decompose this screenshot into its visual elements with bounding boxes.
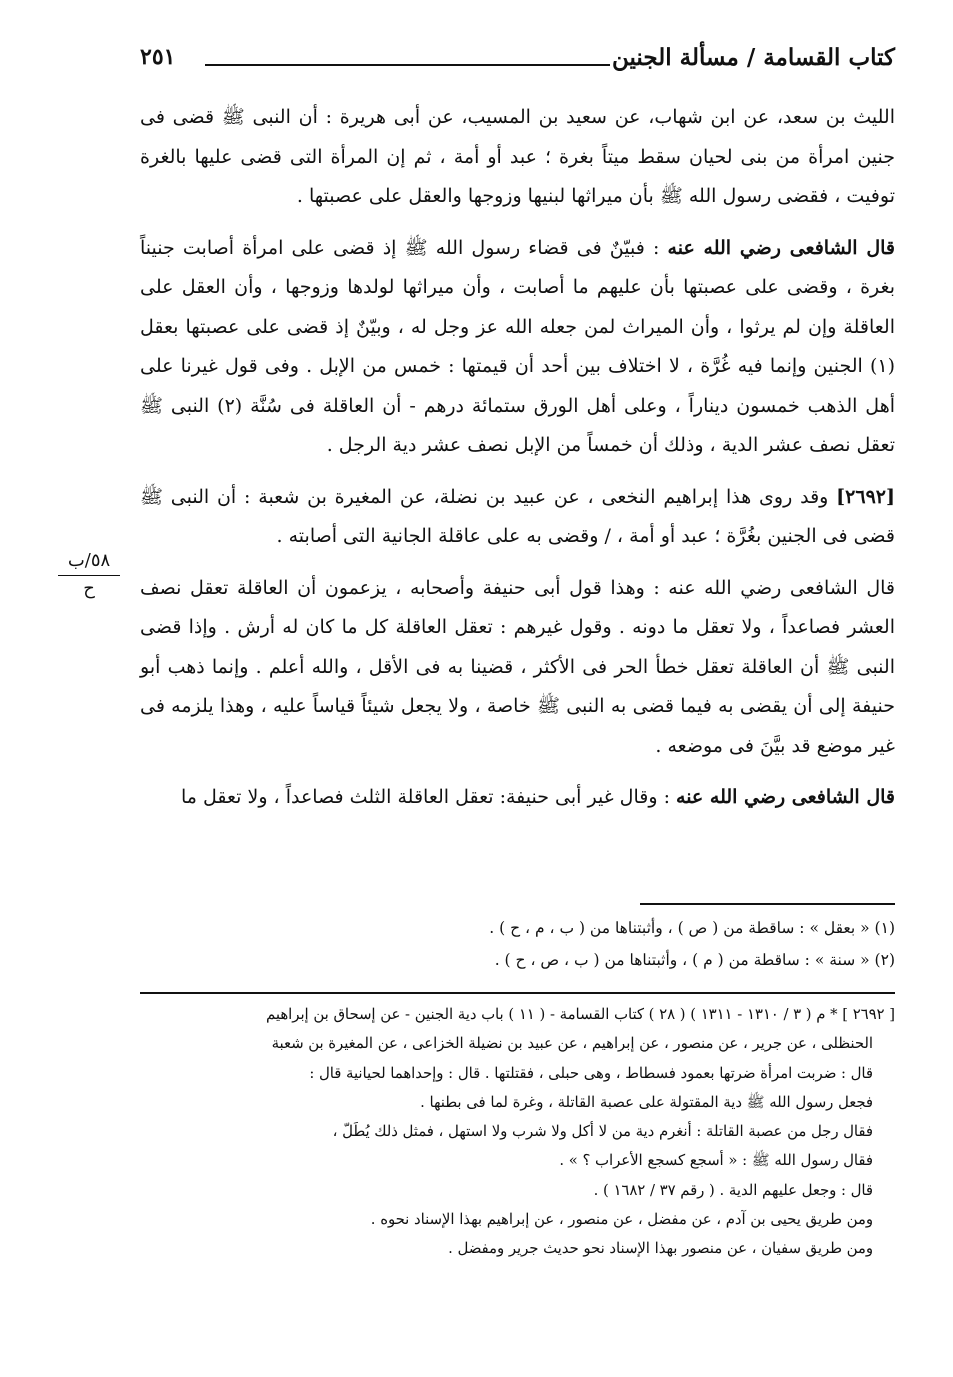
paragraph (140, 478, 895, 557)
takhrij-line: قال : وجعل عليهم الدية . ( رقم ٣٧ / ١٦٨٢ ) . (593, 1181, 873, 1199)
takhrij-line: الحنظلى ، عن جرير ، عن منصور ، عن إبراهيم ، عن عبيد بن نضيلة الخزاعى ، عن المغيرة بن شعبة (271, 1035, 873, 1053)
paragraph (140, 778, 895, 818)
takhrij-line: [ ٢٦٩٢ ] * م ( ٣ / ١٣١٠ - ١٣١١ ) ( ٢٨ ) كتاب القسامة - ( ١١ ) باب دية الجنين - عن إسحاق بن إبراهيم (266, 1006, 895, 1023)
main-text (140, 98, 895, 830)
paragraph-lead: قال الشافعى رضي الله عنه (676, 786, 895, 808)
manuscript-margin-note (58, 548, 120, 602)
hadith-number: [٢٦٩٢] (836, 485, 895, 508)
paragraph-text: وقد روى هذا إبراهيم النخعى ، عن عبيد بن نضلة، عن المغيرة بن شعبة : أن النبى ﷺ قضى فى الجنين بغُرَّة ؛ عبد أو أمة ، / وقضى به على عاقلة الجانية التى أصابته . (140, 485, 895, 547)
running-title: كتاب القسامة / مسألة الجنين (611, 44, 895, 71)
header-rule (205, 64, 610, 66)
paragraph (140, 98, 895, 217)
takhrij-line: ومن طريق يحيى بن آدم ، عن مفضل ، عن منصور ، عن إبراهيم بهذا الإسناد نحوه . (370, 1211, 873, 1229)
takhrij-section (140, 1000, 895, 1264)
paragraph (140, 229, 895, 466)
page-number: ٢٥١ (140, 44, 176, 70)
takhrij-line: فقال رسول الله ﷺ : « أسجع كسجع الأعراب ؟ » . (559, 1152, 873, 1170)
paragraph-text: قال الشافعى رضي الله عنه : وهذا قول أبى حنيفة وأصحابه ، يزعمون أن العاقلة تعقل نصف العشر فصاعداً ، ولا تعقل ما دونه . وقول غيرهم : تعقل العاقلة كل ما كان له أرش . وإذا قضى النبى ﷺ أن العاقلة تعقل خطأ الحر فى الأكثر ، قضينا به فى الأقل ، والله أعلم . وإنما ذهب أبو حنيفة إلى أن يقضى به فيما قضى به النبى ﷺ خاصة ، ولا يجعل شيئاً قياساً عليه ، وهذا يلزمه فى غير موضع قد بيَّنَ فى موضعه . (140, 576, 895, 757)
margin-folio-ref: ٥٨/ب (58, 548, 120, 576)
takhrij-line: فجعل رسول الله ﷺ دية المقتولة على عصبة القاتلة ، وغرة لما فى بطنها . (420, 1093, 873, 1111)
takhrij-line: فقال رجل من عصبة القاتلة : أنغرم دية من لا أكل ولا شرب ولا استهل ، فمثل ذلك يُطَلّ ، (332, 1123, 873, 1141)
paragraph-text: : وقال غير أبى حنيفة: تعقل العاقلة الثلث فصاعداً ، ولا تعقل ما (180, 786, 677, 808)
takhrij-line: قال : ضربت امرأة ضرتها بعمود فسطاط ، وهى حبلى ، فقتلتها . قال : وإحداهما لحيانية قال : (309, 1064, 873, 1082)
takhrij-rule (140, 992, 895, 994)
running-header (140, 44, 895, 84)
paragraph (140, 569, 895, 767)
paragraph-lead: قال الشافعى رضي الله عنه (667, 236, 895, 259)
footnote-rule (640, 903, 895, 905)
takhrij-line: ومن طريق سفيان ، عن منصور بهذا الإسناد نحو حديث جرير ومفضل . (448, 1240, 873, 1258)
margin-manuscript-siglum: ح (83, 578, 95, 599)
footnote: (٢) « سنة » : ساقطة من ( م ) ، وأثبتناها من ( ب ، ص ، ح ) . (494, 951, 895, 969)
footnotes (195, 912, 895, 976)
footnote: (١) « بعقل » : ساقطة من ( ص ) ، وأثبتناها من ( ب ، م ، ح ) . (489, 919, 895, 937)
paragraph-text: الليث بن سعد، عن ابن شهاب، عن سعيد بن المسيب، عن أبى هريرة : أن النبى ﷺ قضى فى جنين امرأة من بنى لحيان سقط ميتاً بغرة ؛ عبد أو أمة ، ثم إن المرأة التى قضى عليها بالغرة توفيت ، فقضى رسول الله ﷺ بأن ميراثها لبنيها وزوجها والعقل على عصبتها . (140, 106, 895, 207)
paragraph-text: : فبيّنٌ فى قضاء رسول الله ﷺ إذ قضى على امرأة أصابت جنيناً بغرة ، وقضى على عصبتها بأن عليهم ما أصابت ، وأن ميراثها لولدها وزوجها ، وأن العقل على العاقلة وإن لم يرثوا ، وأن الميراث لمن جعله الله عز وجل له ، وبيّنٌ إذ قضى على عصبتها بعقل (١) الجنين وإنما فيه غُرَّة ، لا اختلاف بين أحد أن قيمتها : خمس من الإبل . وفى قول غيرنا على أهل الذهب خمسون ديناراً ، وعلى أهل الورق ستمائة درهم - أن العاقلة فى سُنَّة (٢) النبى ﷺ تعقل نصف عشر الدية ، وذلك أن خمساً من الإبل نصف عشر دية الرجل . (140, 236, 895, 456)
